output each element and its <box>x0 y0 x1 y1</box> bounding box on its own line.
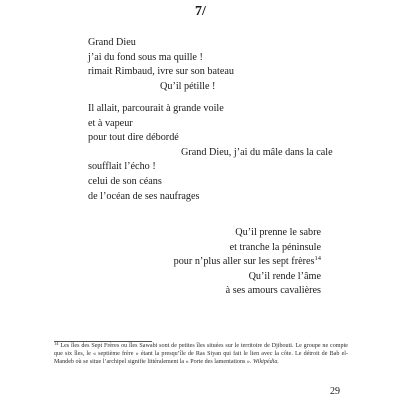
verse-line: de l’océan de ses naufrages <box>88 190 200 202</box>
verse-line: Il allait, parcourait à grande voile <box>88 103 224 114</box>
verse-line: et tranche la péninsule <box>229 241 321 253</box>
verse-line-with-note <box>174 255 321 270</box>
verse-line: j’ai du fond sous ma quille ! <box>88 51 203 63</box>
verse-line: à ses amours cavalières <box>225 285 321 297</box>
verse-line: celui de son céans <box>88 175 162 187</box>
footnote-reference: 14 <box>314 255 321 263</box>
verse-line: soufflait l’écho ! <box>88 161 156 173</box>
verse-line: pour tout dire débordé <box>88 132 179 144</box>
verse-line: Qu’il rende l’âme <box>248 270 321 282</box>
verse-line: rimait Rimbaud, ivre sur son bateau <box>88 66 234 78</box>
page-number: 29 <box>330 386 340 397</box>
stanza-3 <box>174 226 321 299</box>
footnote-mark: 14 <box>54 341 59 346</box>
verse-line: Qu’il pétille ! <box>160 80 216 92</box>
verse-line: Grand Dieu, j’ai du mâle dans la cale <box>181 146 333 158</box>
stanza-1 <box>88 36 234 94</box>
verse-line: Qu’il prenne le sabre <box>235 227 321 238</box>
verse-line: et à vapeur <box>88 117 133 129</box>
footnote-text: Les îles des Sept Frères ou îles Sawabi sont de petites îles situées sur le territoire de Djibouti. Le groupe ne compte que six îles, le « septième frère » étant la presqu’île de Ras Siyan qui fait le lien avec la côte. Le détroit de Bab el-Mandeb où se situe l’archipel signifie littéralement la « Porte des lamentations ». <box>54 343 348 365</box>
footnote <box>54 343 348 367</box>
footnote-source: Wikipédia. <box>253 358 279 365</box>
section-number: 7/ <box>195 4 206 19</box>
verse-text: pour n’plus aller sur les sept frères <box>173 256 315 268</box>
stanza-2 <box>88 102 333 204</box>
verse-line: Grand Dieu <box>88 37 136 48</box>
footnote-divider <box>54 341 152 342</box>
